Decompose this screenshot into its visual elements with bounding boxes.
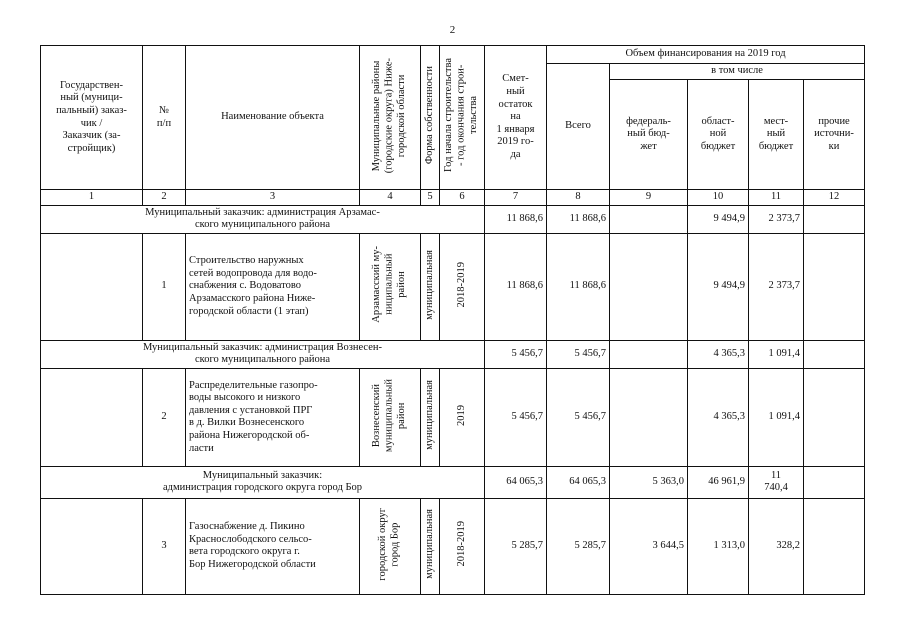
item-other (804, 498, 865, 594)
group-customer: Муниципальный заказчик: администрация Вознесен- ского муниципального района (41, 340, 485, 368)
col-num: 5 (421, 190, 440, 206)
group-estimate: 5 456,7 (485, 340, 547, 368)
group-other (804, 340, 865, 368)
header-num: № п/п (143, 46, 186, 190)
item-district (360, 368, 421, 466)
item-estimate: 5 456,7 (485, 368, 547, 466)
header-federal: федераль- ный бюд- жет (610, 80, 688, 190)
group-other (804, 466, 865, 498)
item-ownership-text: муниципальная (424, 509, 435, 580)
group-estimate: 11 868,6 (485, 205, 547, 233)
group-other (804, 205, 865, 233)
item-ownership-text: муниципальная (424, 380, 435, 451)
table-row (41, 368, 865, 466)
group-total: 11 868,6 (547, 205, 610, 233)
col-num: 8 (547, 190, 610, 206)
item-ownership (421, 498, 440, 594)
group-federal: 5 363,0 (610, 466, 688, 498)
header-financing: Объем финансирования на 2019 год (547, 46, 865, 64)
item-years (440, 498, 485, 594)
item-district-text: городской округ город Бор (377, 507, 401, 581)
item-estimate: 11 868,6 (485, 233, 547, 340)
item-name: Строительство наружных сетей водопровода для водо- снабжения с. Водоватово Арзамасского района Ниже- городской области (1 этап) (186, 233, 360, 340)
header-ownership-text: Форма собственности (424, 66, 435, 165)
header-years (440, 46, 485, 190)
item-years (440, 368, 485, 466)
item-ownership (421, 368, 440, 466)
group-estimate: 64 065,3 (485, 466, 547, 498)
item-district-text: Арзамасский му- ниципальный район (371, 246, 408, 323)
header-estimate: Смет- ный остаток на 1 января 2019 го- да (485, 46, 547, 190)
group-customer: Муниципальный заказчик: администрация Арзамас- ского муниципального района (41, 205, 485, 233)
column-numbers-row (41, 190, 865, 206)
item-district (360, 233, 421, 340)
item-years-text: 2018-2019 (455, 261, 467, 308)
item-name: Газоснабжение д. Пикино Краснослободского сельсо- вета городского округа г. Бор Нижегородской области (186, 498, 360, 594)
col-num: 3 (186, 190, 360, 206)
item-customer (41, 498, 143, 594)
item-num: 2 (143, 368, 186, 466)
group-local: 11 740,4 (749, 466, 804, 498)
group-total: 5 456,7 (547, 340, 610, 368)
col-num: 6 (440, 190, 485, 206)
group-federal (610, 205, 688, 233)
group-row (41, 205, 865, 233)
group-regional: 9 494,9 (688, 205, 749, 233)
item-district-text: Вознесенский муниципальный район (371, 378, 408, 452)
group-row (41, 340, 865, 368)
group-regional: 4 365,3 (688, 340, 749, 368)
item-estimate: 5 285,7 (485, 498, 547, 594)
group-row (41, 466, 865, 498)
item-district (360, 498, 421, 594)
group-local: 2 373,7 (749, 205, 804, 233)
item-total: 5 456,7 (547, 368, 610, 466)
group-regional: 46 961,9 (688, 466, 749, 498)
item-local: 2 373,7 (749, 233, 804, 340)
col-num: 10 (688, 190, 749, 206)
group-customer: Муниципальный заказчик: администрация городского округа город Бор (41, 466, 485, 498)
item-federal (610, 233, 688, 340)
header-districts (360, 46, 421, 190)
header-regional: област- ной бюджет (688, 80, 749, 190)
item-other (804, 368, 865, 466)
item-ownership-text: муниципальная (424, 249, 435, 320)
item-customer (41, 368, 143, 466)
group-local: 1 091,4 (749, 340, 804, 368)
item-ownership (421, 233, 440, 340)
item-num: 3 (143, 498, 186, 594)
header-other: прочие источни- ки (804, 80, 865, 190)
item-customer (41, 233, 143, 340)
page-number: 2 (449, 24, 456, 36)
table-row (41, 233, 865, 340)
header-object-name: Наименование объекта (186, 46, 360, 190)
item-years-text: 2018-2019 (455, 521, 467, 567)
header-including: в том числе (610, 64, 865, 80)
item-years-text: 2019 (455, 404, 467, 426)
col-num: 9 (610, 190, 688, 206)
header-districts-text: Муниципальные районы (городские округа) Ниже- городской области (371, 57, 408, 173)
header-local: мест- ный бюджет (749, 80, 804, 190)
col-num: 7 (485, 190, 547, 206)
item-num: 1 (143, 233, 186, 340)
item-other (804, 233, 865, 340)
item-total: 5 285,7 (547, 498, 610, 594)
item-regional: 9 494,9 (688, 233, 749, 340)
item-years (440, 233, 485, 340)
col-num: 1 (41, 190, 143, 206)
item-name: Распределительные газопро- воды высокого и низкого давления с установкой ПРГ в д. Вилки Вознесенского района Нижегородской об- ласти (186, 368, 360, 466)
item-total: 11 868,6 (547, 233, 610, 340)
item-federal (610, 368, 688, 466)
item-local: 328,2 (749, 498, 804, 594)
col-num: 2 (143, 190, 186, 206)
header-customer: Государствен- ный (муници- пальный) заказ- чик / Заказчик (за- стройщик) (41, 46, 143, 190)
item-federal: 3 644,5 (610, 498, 688, 594)
item-local: 1 091,4 (749, 368, 804, 466)
header-ownership (421, 46, 440, 190)
financing-table (40, 45, 865, 595)
col-num: 11 (749, 190, 804, 206)
group-federal (610, 340, 688, 368)
header-total: Всего (547, 64, 610, 190)
item-regional: 1 313,0 (688, 498, 749, 594)
group-total: 64 065,3 (547, 466, 610, 498)
item-regional: 4 365,3 (688, 368, 749, 466)
col-num: 12 (804, 190, 865, 206)
table-row (41, 498, 865, 594)
header-years-text: Год начала строительства - год окончания строи- тельства (443, 58, 480, 173)
col-num: 4 (360, 190, 421, 206)
